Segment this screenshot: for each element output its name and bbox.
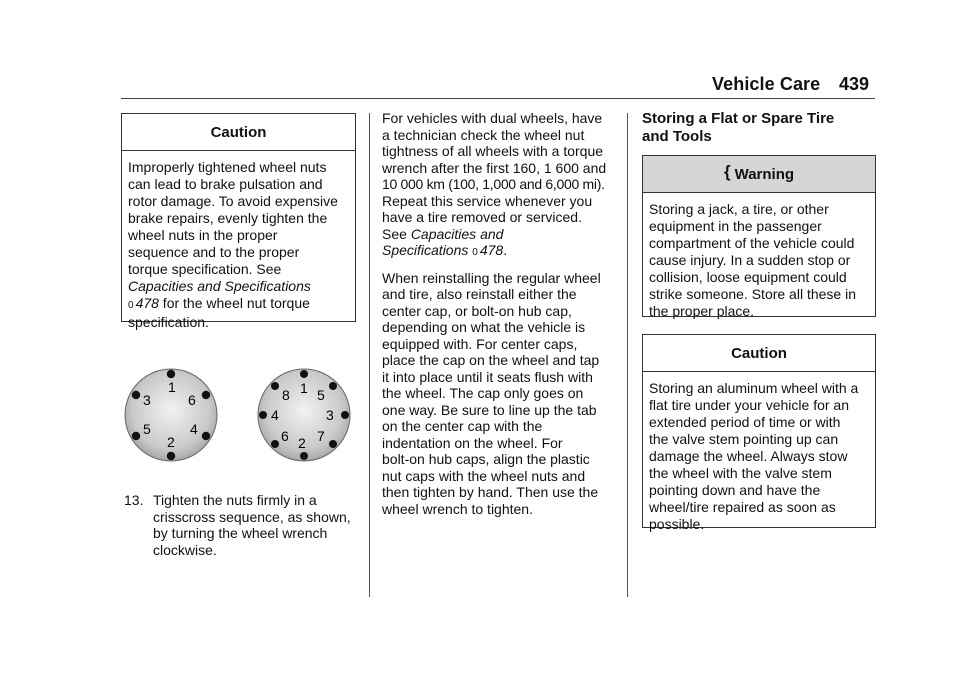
caution-body [122,151,355,331]
caution-line: flat tire under your vehicle for an [649,397,849,413]
ref-link-capacities[interactable]: Capacities and [410,225,504,242]
section-title [642,110,882,146]
lug-nut [167,370,175,378]
text-line: a technician check the wheel nut [382,126,585,143]
caution-title: Caution [122,114,355,151]
step-text: Tighten the nuts firmly in a crisscross sequence, as shown, by turning the wheel wrench clockwise. [153,492,351,558]
lug-nut [300,370,308,378]
caution-line: wheel nuts in the proper [128,227,278,243]
lug-nut [202,432,210,440]
warning-icon: { [723,162,731,181]
warning-line: cause injury. In a sudden stop or [649,252,851,268]
text-see: See [382,225,411,242]
middle-column [382,110,620,525]
text-period: . [503,242,508,258]
step-13 [124,492,354,558]
step-number: 13. [124,492,144,508]
text-line: tightness of all wheels with a torque [382,143,604,159]
sequence-label: 6 [188,392,196,408]
warning-body [643,193,875,320]
text-line: then tighten by hand. Then use the [382,484,599,500]
page-ref-icon: 0 [472,247,478,258]
sequence-label: 5 [317,387,325,403]
section-title-line: Storing a Flat or Spare Tire [642,110,835,127]
text-line: bolt-on hub caps, align the plastic [382,451,590,467]
page-ref-icon: 0 [128,300,134,311]
lug-nut [329,440,337,448]
caution-line: the valve stem pointing up can [649,431,839,447]
lug-nut [271,382,279,390]
caution-ref-line [128,295,349,314]
caution-body [643,372,875,533]
text-line: depending on what the vehicle is [382,319,586,335]
warning-line: strike someone. Store all these in [649,286,856,302]
caution-ref-tail: for the wheel nut torque [158,295,310,311]
wheel-nut-sequence-diagram [118,365,358,465]
six-lug-wheel [125,369,217,461]
caution-line: the wheel with the valve stem [649,465,832,481]
sequence-label: 8 [282,387,290,403]
warning-line: collision, loose equipment could [649,269,847,285]
text-line: wrench after the first 160, 1 600 and [382,159,607,176]
sequence-label: 4 [271,407,279,423]
caution-line: Improperly tightened wheel nuts [128,159,327,175]
reinstall-paragraph [382,270,620,518]
sequence-label: 6 [281,428,289,444]
caution-line: torque specification. See [128,261,282,277]
text-line: For vehicles with dual wheels, have [382,110,603,126]
caution-line: possible. [649,516,705,532]
section-title-line: and Tools [642,128,712,145]
sequence-label: 4 [190,421,198,437]
caution-line: brake repairs, evenly tighten the [128,210,328,226]
lug-nut [300,452,308,460]
lug-nut [132,432,140,440]
ref-page-number[interactable]: 478 [479,242,504,258]
caution-line: Storing an aluminum wheel with a [649,380,859,396]
caution-box-right [642,334,876,532]
text-line: the wheel. The cap only goes on [382,385,584,401]
text-line: equipped with. For center caps, [382,335,578,352]
sequence-label: 1 [300,380,308,396]
text-line: indentation on the wheel. For [382,434,563,451]
caution-line: can lead to brake pulsation and [128,176,323,192]
text-line: nut caps with the wheel nuts and [382,467,586,484]
sequence-label: 1 [168,379,176,395]
lug-nut [329,382,337,390]
lug-nut [341,411,349,419]
caution-line: specification. [128,314,209,330]
warning-header [643,156,875,193]
warning-line: the proper place. [649,303,755,319]
caution-line: wheel/tire repaired as soon as [649,499,836,515]
text-line: place the cap on the wheel and tap [382,352,600,368]
sequence-label: 3 [326,407,334,423]
lug-nut [259,411,267,419]
text-line: on the center cap with the [382,418,543,434]
text-line: wheel wrench to tighten. [382,500,533,517]
warning-line: equipment in the passenger [649,218,822,234]
eight-lug-wheel [258,369,350,461]
lug-nut [132,391,140,399]
caution-line: damage the wheel. Always stow [649,448,848,464]
lug-nut [271,440,279,448]
warning-line: compartment of the vehicle could [649,235,855,251]
header-title: Vehicle Care [712,74,821,94]
ref-link-specifications[interactable]: Specifications [382,242,469,258]
sequence-label: 3 [143,392,151,408]
column-divider-left [369,113,370,597]
caution-line: extended period of time or with [649,414,841,430]
caution-line: sequence and to the proper [128,244,300,260]
caution-ref-page[interactable]: 478 [135,295,159,311]
sequence-label: 5 [143,421,151,437]
caution-line: rotor damage. To avoid expensive [128,193,338,209]
text-line: one way. Be sure to line up the tab [382,401,597,418]
text-line: center cap, or bolt-on hub cap, [382,302,572,319]
caution-title: Caution [643,335,875,372]
caution-box-left [121,113,356,330]
text-line: Repeat this service whenever you [382,192,593,209]
sequence-label: 7 [317,428,325,444]
sequence-label: 2 [167,434,175,450]
sequence-label: 2 [298,435,306,451]
text-line: and tire, also reinstall either the [382,286,577,302]
header-rule [121,98,875,99]
caution-line: pointing down and have the [649,482,821,498]
lug-nut [202,391,210,399]
text-line: When reinstalling the regular wheel [382,269,601,286]
caution-ref-title: Capacities and Specifications [128,278,311,294]
dual-wheels-paragraph [382,110,620,262]
warning-box [642,155,876,317]
text-line: have a tire removed or serviced. [382,209,582,225]
text-line: it into place until it seats flush with [382,368,593,385]
lug-nut [167,452,175,460]
text-line: 10 000 km (100, 1,000 and 6,000 mi). [382,176,605,192]
column-divider-right [627,113,628,597]
page-number: 439 [839,74,870,94]
warning-line: Storing a jack, a tire, or other [649,201,829,217]
warning-title: Warning [734,165,795,183]
